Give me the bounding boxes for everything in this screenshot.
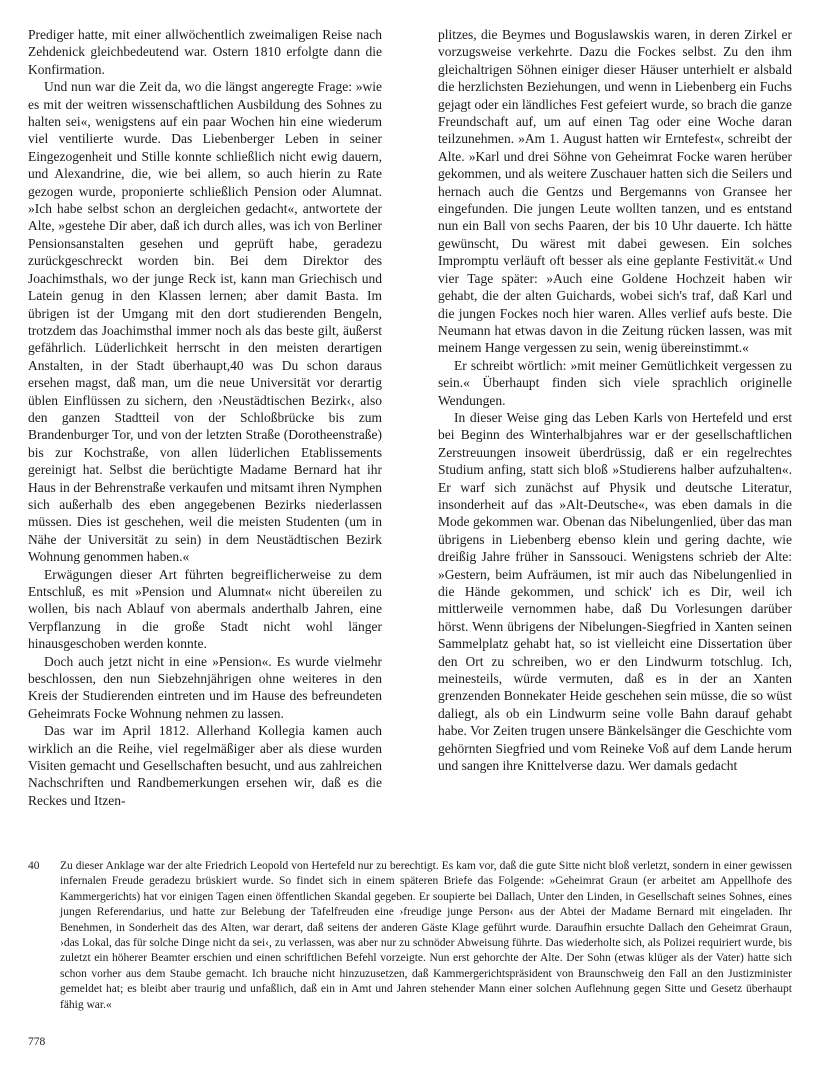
paragraph: Das war im April 1812. Allerhand Kollegia kamen auch wirklich an die Reihe, viel regelmäßiger aber als diese wurden Visiten gemacht und Gesellschaften besucht, und aus zahlreichen Nachschriften und Randbemerkungen ersehen wir, daß es die Reckes und Itzen- (28, 723, 382, 808)
footnote-number: 40 (28, 860, 40, 872)
footnote-text: Zu dieser Anklage war der alte Friedrich Leopold von Hertefeld nur zu berechtigt. Es kam vor, daß die gute Sitte nicht bloß verletzt, sondern in einer gewissen infernalen Freude geradezu brüskiert wurde. So findet sich in einem späteren Briefe das Folgende: »Geheimrat Graun (er arbeitet am Appellhofe des Kammergerichts) hat vor einigen Tagen einen öffentlichen Skandal gegeben. Er soupierte bei Dallach, Unter den Linden, in Gesellschaft seines Sohnes, eines jungen Referendarius, und hatte zur Belebung der Tafelfreuden eine ›freudige junge Person‹ aus der Abtei der Madame Bernard mit eingeladen. Ihr Benehmen, in Sonderheit das des Alten, war derart, daß seitens der anderen Gäste Klage geführt wurde. Daraufhin ersuchte Dallach den Geheimrat Graun, ›das Lokal, das für solche Dinge nicht da sei‹, zu verlassen, was aber nur zu schnöder Abweisung führte. Das wiederholte sich, als Polizei requiriert wurde, bis zuletzt ein höherer Beamter erschien und einen schriftlichen Befehl vorzeigte. Nun erst gehorchte der Alte. Der Sohn (etwas klüger als der Vater) hatte sich schon vorher aus dem Staube gemacht. Ich brauche nicht hinzuzusetzen, daß Kammergerichtspräsident von Braunschweig den Fall an den Justizminister gemeldet hat; es bleibt aber traurig und unfaßlich, daß ein in Amt und Jahren stehender Mann einer solchen Auflehnung gegen Sitte und Gesetz überhaupt fähig war.« (60, 860, 792, 1011)
text-columns (28, 26, 792, 860)
paragraph: plitzes, die Beymes und Boguslawskis waren, in deren Zirkel er vorzugsweise verkehrte. Dazu die Fockes selbst. Zu den ihm gleichaltrigen Söhnen einiger dieser Häuser unterhielt er alsbald die herzlichsten Beziehungen, und wenn in Liebenberg ein Fuchs gejagt oder ein ländliches Fest gefeiert wurde, so brach die ganze Freundschaft auf, um auf einen Tag oder eine Woche daran teilzunehmen. »Am 1. August hatten wir Erntefest«, schreibt der Alte. »Karl und drei Söhne von Geheimrat Focke waren herüber gekommen, und als weitere Zuschauer hatten sich die Seilers und hernach auch die Gentzs und Bergemanns von Gransee her eingefunden. Die jungen Leute wollten tanzen, und es entstand nun ein Ball von sechs Paaren, der bis 10 Uhr dauerte. Ich hätte gewünscht, Du wärest mit dabei gewesen. Ein solches Impromptu verläuft oft besser als eine geplante Festivität.« Und vier Tage später: »Auch eine Goldene Hochzeit haben wir gehabt, die der alten Guichards, wobei sich's traf, daß Karl und die jungen Fockes noch hier waren. Alles verlief aufs beste. Die Neumann hat etwas davon in die Zeitung rücken lassen, was mit meinem Hange vergessen zu sein, wenig übereinstimmt.« (438, 27, 792, 356)
paragraph: In dieser Weise ging das Leben Karls von Hertefeld und erst bei Beginn des Winterhalbjahres war er der gesellschaftlichen Zerstreuungen insoweit überdrüssig, daß er ein regelrechtes Studium anfing, statt sich bloß »Studierens halber aufzuhalten«. Er warf sich zunächst auf Physik und deutsche Literatur, insonderheit auf das »Alt-Deutsche«, was eben damals in die Mode gekommen war. Obenan das Nibelungenlied, über das man übrigens in Liebenberg ebenso klein und gering dachte, wie dreißig Jahre früher in Sanssouci. Wenigstens schrieb der Alte: »Gestern, beim Aufräumen, ist mir auch das Nibelungenlied in die Hände gekommen, und schick' ich es Dir, weil ich mittlerweile vernommen habe, daß Du Vorlesungen darüber hörst. Wenn übrigens der Nibelungen-Siegfried in Xanten seinen Sammelplatz gehabt hat, so ist vielleicht eine Dissertation über den Ort zu schreiben, wo er den Lindwurm totschlug. Ich, meinesteils, würde vermuten, daß es in der an Xanten grenzenden Bonnekater Heide geschehen sein müsse, die so wüst daliegt, als ob ein Lindwurm seine volle Bahn darauf gehabt habe. Vor Zeiten trugen unsere Bänkelsänger die Geschichte vom gehörnten Siegfried und vom Reineke Voß auf dem Lande herum und sangen ihre Knittelverse dazu. Wer damals gedacht (438, 409, 792, 774)
paragraph: Er schreibt wörtlich: »mit meiner Gemütlichkeit vergessen zu sein.« Überhaupt finden sich viele sprachlich originelle Wendungen. (438, 357, 792, 408)
paragraph: Prediger hatte, mit einer allwöchentlich zweimaligen Reise nach Zehdenick gleichbedeutend war. Ostern 1810 erfolgte dann die Konfirmation. (28, 27, 382, 77)
paragraph: Erwägungen dieser Art führten begreiflicherweise zu dem Entschluß, es mit »Pension und Alumnat« nicht übereilen zu wollen, bis nach Ablauf von abermals anderthalb Jahren, eine Verpflanzung in die große Stadt nicht wohl länger hinausgeschoben werden konnte. (28, 566, 382, 652)
paragraph: Doch auch jetzt nicht in eine »Pension«. Es wurde vielmehr beschlossen, den nun Siebzehnjährigen ohne weiteres in den Kreis der Studierenden eintreten und im Hause des befreundeten Geheimrats Focke Wohnung nehmen zu lassen. (28, 653, 382, 721)
paragraph: Und nun war die Zeit da, wo die längst angeregte Frage: »wie es mit der weitren wissenschaftlichen Ausbildung des Sohnes zu halten sei«, wenigstens auf ein paar Wochen hin eine wiederum viel ventilierte wurde. Das Liebenberger Leben in seiner Eingezogenheit und Stille konnte schließlich nicht ewig dauern, und Alexandrine, die, wie bei allem, so auch hierin zu Rate gezogen wurde, proponierte schließlich Pension oder Alumnat. »Ich habe selbst schon an dergleichen gedacht«, antwortete der Alte, »gestehe Dir aber, daß ich durch alles, was ich von Berliner Pensionsanstalten gesehen und geprüft habe, geradezu zurückgeschreckt worden bin. Bei dem Direktor des Joachimsthals, wo der junge Reck ist, kann man Griechisch und Latein genug in den Klassen lernen; aber damit Basta. Im übrigen ist der Umgang mit den dort studierenden Bengeln, trotzdem das Joachimsthal immer noch als das beste gilt, äußerst gefährlich. Lüderlichkeit herrscht in den meisten derartigen Anstalten, in der Stadt überhaupt,40 was Du schon daraus ersehen magst, daß man, um die neue Universität vor derartig üblen Einflüssen zu sichern, den ›Neustädtischen Bezirk‹, also den ganzen Stadtteil von der Schloßbrücke bis zum Brandenburger Tor, und von der letzten Straße (Dorotheenstraße) bis zur Kochstraße, von allen lüderlichen Etablissements gereinigt hat. Selbst die berüchtigte Madame Bernard hat ihr Haus in der Behrenstraße verkaufen und mitsamt ihren Nymphen sich außerhalb des eben angegebenen Bezirks niederlassen müssen. Dies ist geschehen, weil die meisten Studenten (um in Nähe der Universität zu sein) in dem Neustädtischen Bezirk Wohnung genommen haben.« (28, 79, 382, 565)
right-column (438, 26, 792, 860)
page-number: 778 (28, 1036, 46, 1048)
footnote (28, 859, 792, 1039)
left-column (28, 26, 382, 860)
